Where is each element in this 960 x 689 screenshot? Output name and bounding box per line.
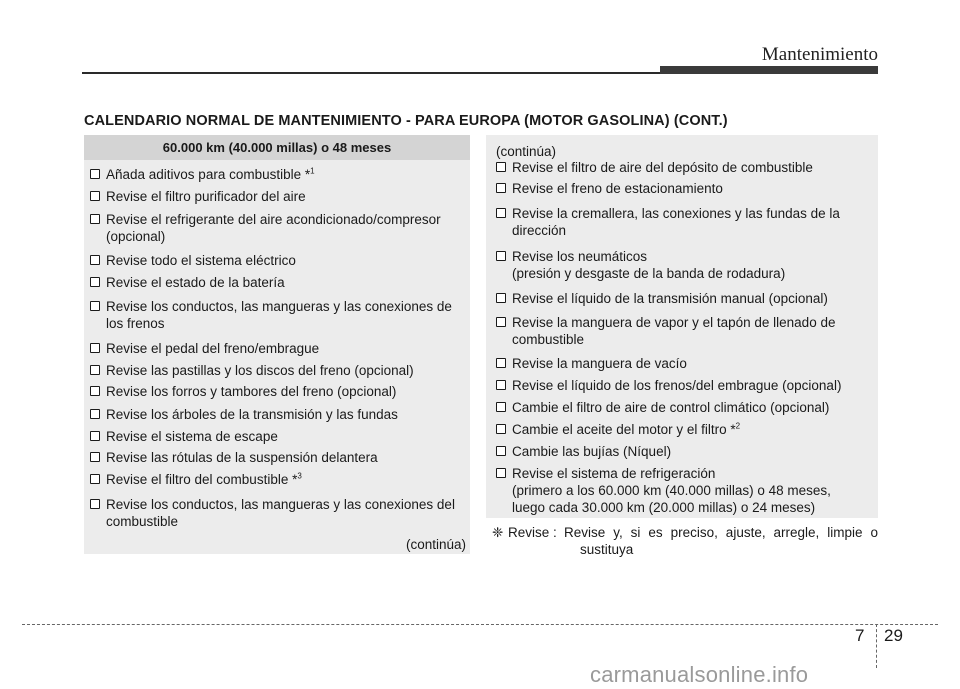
header-rule bbox=[82, 72, 662, 74]
footer-divider bbox=[876, 624, 877, 668]
checkbox-icon bbox=[90, 214, 100, 224]
checkbox-icon bbox=[90, 301, 100, 311]
page-title: CALENDARIO NORMAL DE MANTENIMIENTO - PARA EUROPA (MOTOR GASOLINA) (CONT.) bbox=[84, 113, 728, 129]
checkbox-icon bbox=[496, 162, 506, 172]
list-item: Revise el filtro purificador del aire bbox=[90, 188, 306, 205]
checkbox-icon bbox=[496, 424, 506, 434]
note-term: Revise : bbox=[508, 525, 557, 540]
interval-heading: 60.000 km (40.000 millas) o 48 meses bbox=[84, 135, 470, 160]
left-schedule-box bbox=[84, 135, 470, 554]
checkbox-icon bbox=[496, 293, 506, 303]
list-item: Revise el estado de la batería bbox=[90, 274, 285, 291]
checkbox-icon bbox=[90, 452, 100, 462]
list-item: Revise la cremallera, las conexiones y las fundas de la dirección bbox=[496, 205, 840, 239]
checkbox-icon bbox=[90, 169, 100, 179]
footer-rule bbox=[22, 624, 938, 625]
list-item: Revise los neumáticos (presión y desgaste de la banda de rodadura) bbox=[496, 248, 785, 282]
checkbox-icon bbox=[90, 474, 100, 484]
watermark: carmanualsonline.info bbox=[590, 662, 809, 687]
list-item: Revise las rótulas de la suspensión delantera bbox=[90, 449, 378, 466]
checkbox-icon bbox=[496, 468, 506, 478]
checkbox-icon bbox=[496, 317, 506, 327]
list-item: Cambie las bujías (Níquel) bbox=[496, 443, 671, 460]
list-item: Revise el filtro de aire del depósito de combustible bbox=[496, 159, 813, 176]
checkbox-icon bbox=[90, 499, 100, 509]
continued-label: (continúa) bbox=[496, 144, 557, 159]
chapter-number: 7 bbox=[855, 626, 865, 645]
checkbox-icon bbox=[496, 446, 506, 456]
note-definition-cont: sustituya bbox=[580, 542, 634, 557]
checkbox-icon bbox=[496, 208, 506, 218]
checkbox-icon bbox=[496, 251, 506, 261]
list-item: Revise el pedal del freno/embrague bbox=[90, 340, 319, 357]
list-item: Revise el filtro del combustible *$^3$ bbox=[90, 471, 302, 488]
checkbox-icon bbox=[496, 358, 506, 368]
checkbox-icon bbox=[90, 409, 100, 419]
section-name: Mantenimiento bbox=[761, 44, 878, 65]
list-item: Revise todo el sistema eléctrico bbox=[90, 252, 296, 269]
list-item: Cambie el filtro de aire de control climático (opcional) bbox=[496, 399, 829, 416]
checkbox-icon bbox=[496, 380, 506, 390]
header-rule-accent bbox=[660, 66, 878, 74]
right-schedule-box bbox=[486, 135, 878, 518]
checkbox-icon bbox=[496, 402, 506, 412]
list-item: Revise el líquido de la transmisión manual (opcional) bbox=[496, 290, 828, 307]
checkbox-icon bbox=[90, 386, 100, 396]
checkbox-icon bbox=[90, 431, 100, 441]
list-item: Revise la manguera de vapor y el tapón de llenado de combustible bbox=[496, 314, 835, 348]
list-item: Revise las pastillas y los discos del freno (opcional) bbox=[90, 362, 414, 379]
list-item: Revise el refrigerante del aire acondicionado/compresor (opcional) bbox=[90, 211, 441, 245]
list-item: Revise los conductos, las mangueras y las conexiones del combustible bbox=[90, 496, 455, 530]
checkbox-icon bbox=[90, 343, 100, 353]
continued-label: (continúa) bbox=[405, 537, 466, 552]
checkbox-icon bbox=[90, 277, 100, 287]
list-item: Revise el líquido de los frenos/del embrague (opcional) bbox=[496, 377, 841, 394]
page-number: 29 bbox=[884, 626, 903, 645]
list-item: Revise el freno de estacionamiento bbox=[496, 180, 723, 197]
list-item: Revise los árboles de la transmisión y las fundas bbox=[90, 406, 398, 423]
list-item: Cambie el aceite del motor y el filtro *$^2$ bbox=[496, 421, 740, 438]
checkbox-icon bbox=[90, 255, 100, 265]
list-item: Revise los forros y tambores del freno (opcional) bbox=[90, 383, 396, 400]
checkbox-icon bbox=[90, 365, 100, 375]
list-item: Añada aditivos para combustible *$^1$ bbox=[90, 166, 315, 183]
note-mark: ❈ bbox=[492, 525, 504, 540]
checkbox-icon bbox=[90, 191, 100, 201]
checkbox-icon bbox=[496, 183, 506, 193]
list-item: Revise el sistema de refrigeración (primero a los 60.000 km (40.000 millas) o 48 meses, luego cada 30.000 km (20.000 millas) o 24 meses) bbox=[496, 465, 831, 516]
note-definition: Revise y, si es preciso, ajuste, arregle, limpie o bbox=[564, 525, 878, 540]
list-item: Revise la manguera de vacío bbox=[496, 355, 687, 372]
list-item: Revise el sistema de escape bbox=[90, 428, 278, 445]
list-item: Revise los conductos, las mangueras y las conexiones de los frenos bbox=[90, 298, 452, 332]
